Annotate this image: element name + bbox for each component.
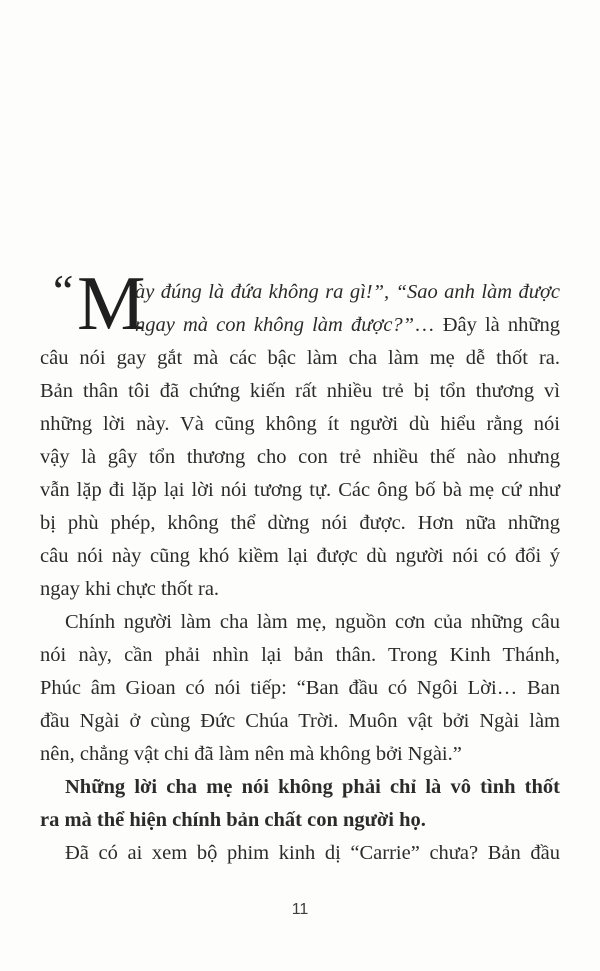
drop-cap-letter: M — [77, 260, 146, 346]
text-segment: Những lời cha mẹ nói không phải chỉ là vô tình thốt — [65, 776, 560, 798]
text-line — [40, 375, 560, 408]
text-line — [40, 606, 560, 639]
text-line — [40, 309, 560, 342]
text-segment: những lời này. Và cũng không ít người dù hiểu rằng nói — [40, 413, 560, 435]
text-segment: bị phù phép, không thể dừng nói được. Hơn nữa những — [40, 512, 560, 534]
text-line — [40, 276, 560, 309]
text-segment: Bản thân tôi đã chứng kiến rất nhiều trẻ bị tổn thương vì — [40, 380, 560, 402]
text-segment: đầu Ngài ở cùng Đức Chúa Trời. Muôn vật bởi Ngài làm — [40, 710, 560, 732]
text-line — [40, 441, 560, 474]
text-segment: ra mà thể hiện chính bản chất con người họ. — [40, 809, 426, 831]
text-line — [40, 540, 560, 573]
text-line — [40, 771, 560, 804]
text-segment: … Đây là những — [414, 314, 560, 336]
text-segment: nói này, cần phải nhìn lại bản thân. Trong Kinh Thánh, — [40, 644, 560, 666]
drop-cap-quote-mark: “ — [53, 265, 74, 316]
text-line — [40, 804, 560, 837]
text-line — [40, 342, 560, 375]
text-segment: nên, chẳng vật chi đã làm nên mà không bởi Ngài.” — [40, 743, 462, 765]
text-segment: câu nói này cũng khó kiềm lại được dù người nói có đổi ý — [40, 545, 560, 567]
text-segment: Chính người làm cha làm mẹ, nguồn cơn của những câu — [65, 611, 560, 633]
text-segment: ngay khi chực thốt ra. — [40, 578, 220, 600]
text-line — [40, 474, 560, 507]
text-segment: câu nói gay gắt mà các bậc làm cha làm mẹ dễ thốt ra. — [40, 347, 560, 369]
text-segment: ày đúng là đứa không ra gì!”, “Sao anh làm được — [135, 281, 560, 303]
body-text — [40, 260, 560, 870]
text-segment: Phúc âm Gioan có nói tiếp: “Ban đầu có Ngôi Lời… Ban — [40, 677, 560, 699]
text-line — [40, 837, 560, 870]
text-segment: ngay mà con không làm được?” — [135, 314, 415, 336]
text-line — [40, 672, 560, 705]
text-line — [40, 573, 560, 606]
text-line — [40, 408, 560, 441]
text-line — [40, 738, 560, 771]
text-segment: vậy là gây tổn thương cho con trẻ nhiều thế nào nhưng — [40, 446, 560, 468]
text-line — [40, 507, 560, 540]
text-segment: vẫn lặp đi lặp lại lời nói tương tự. Các ông bố bà mẹ cứ như — [40, 479, 560, 501]
text-line — [40, 639, 560, 672]
page-number: 11 — [291, 901, 309, 918]
text-line — [40, 705, 560, 738]
text-segment: Đã có ai xem bộ phim kinh dị “Carrie” chưa? Bản đầu — [65, 842, 560, 864]
